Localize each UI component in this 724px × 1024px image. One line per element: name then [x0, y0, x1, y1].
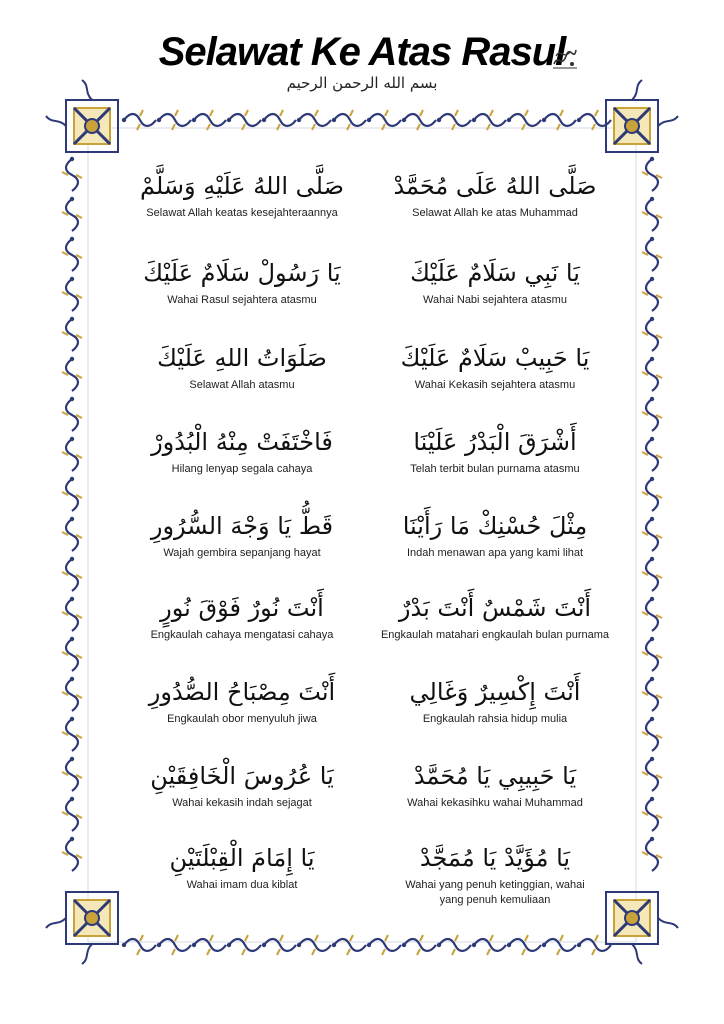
verse-left-6	[102, 590, 382, 643]
verse-right-1	[355, 168, 635, 221]
verse-right-2	[355, 255, 635, 308]
verse-left-8	[102, 758, 382, 811]
verse-left-4	[102, 424, 382, 477]
arabic-text: أَنْتَ شَمْسٌ أَنْتَ بَدْرٌ	[398, 594, 592, 622]
arabic-text: صَلَّى اللهُ عَلَى مُحَمَّدْ	[393, 172, 597, 200]
translation-text: Engkaulah obor menyuluh jiwa	[167, 713, 317, 725]
translation-text: Engkaulah cahaya mengatasi cahaya	[150, 629, 334, 641]
arabic-text: يَا حَبِيبِي يَا مُحَمَّدْ	[413, 762, 577, 790]
translation-text: Selawat Allah atasmu	[189, 379, 295, 391]
verse-left-9	[102, 840, 382, 893]
translation-text: Selawat Allah ke atas Muhammad	[412, 207, 578, 219]
translation-text: Wahai Kekasih sejahtera atasmu	[414, 379, 576, 391]
translation-text: Engkaulah matahari engkaulah bulan purnama	[380, 629, 610, 641]
arabic-text: أَنْتَ نُورٌ فَوْقَ نُورٍ	[160, 594, 324, 622]
basmalah: بسم الله الرحمن الرحيم	[286, 74, 438, 92]
arabic-text: يَا نَبِي سَلَامٌ عَلَيْكَ	[410, 259, 580, 287]
arabic-text: قَطُّ يَا وَجْهَ السُّرُورِ	[150, 512, 334, 540]
arabic-text: يَا حَبِيبْ سَلَامٌ عَلَيْكَ	[400, 344, 590, 372]
translation-text: Wahai yang penuh ketinggian, wahai yang penuh kemuliaan	[405, 879, 585, 906]
verse-right-9	[355, 840, 635, 908]
verse-right-8	[355, 758, 635, 811]
translation-text: Telah terbit bulan purnama atasmu	[410, 463, 580, 475]
arabic-text: يَا مُؤَيَّدْ يَا مُمَجَّدْ	[419, 844, 571, 872]
salawat-seal-icon	[550, 42, 580, 72]
translation-text: Wahai Nabi sejahtera atasmu	[423, 294, 567, 306]
verse-left-7	[102, 674, 382, 727]
translation-text: Engkaulah rahsia hidup mulia	[422, 713, 568, 725]
verse-right-6	[355, 590, 635, 643]
arabic-text: أَنْتَ مِصْبَاحُ الصُّدُورِ	[148, 678, 336, 706]
arabic-text: يَا رَسُولْ سَلَامٌ عَلَيْكَ	[143, 259, 341, 287]
verse-left-1	[102, 168, 382, 221]
verse-left-3	[102, 340, 382, 393]
translation-text: Selawat Allah keatas kesejahteraannya	[146, 207, 338, 219]
page-title: Selawat Ke Atas Rasul	[158, 30, 566, 74]
arabic-text: مِثْلَ حُسْنِكْ مَا رَأَيْنَا	[402, 512, 588, 540]
translation-text: Wahai imam dua kiblat	[186, 879, 298, 891]
arabic-text: أَنْتَ إِكْسِيرٌ وَغَالِي	[409, 678, 581, 706]
verse-right-7	[355, 674, 635, 727]
translation-text: Indah menawan apa yang kami lihat	[406, 547, 584, 559]
translation-text: Wahai kekasihku wahai Muhammad	[407, 797, 583, 809]
verse-right-4	[355, 424, 635, 477]
translation-text: Wahai Rasul sejahtera atasmu	[167, 294, 317, 306]
arabic-text: فَاخْتَفَتْ مِنْهُ الْبُدُورْ	[151, 428, 333, 456]
arabic-text: صَلَوَاتُ اللهِ عَلَيْكَ	[157, 344, 327, 372]
verse-right-5	[355, 508, 635, 561]
verse-right-3	[355, 340, 635, 393]
arabic-text: صَلَّى اللهُ عَلَيْهِ وَسَلَّمْ	[140, 172, 344, 200]
arabic-text: يَا عُرُوسَ الْخَافِقَيْنِ	[150, 762, 334, 790]
translation-text: Hilang lenyap segala cahaya	[171, 463, 313, 475]
verse-left-5	[102, 508, 382, 561]
verse-left-2	[102, 255, 382, 308]
translation-text: Wajah gembira sepanjang hayat	[163, 547, 321, 559]
translation-text: Wahai kekasih indah sejagat	[172, 797, 312, 809]
arabic-text: أَشْرَقَ الْبَدْرُ عَلَيْنَا	[413, 428, 577, 456]
arabic-text: يَا إِمَامَ الْقِبْلَتَيْنِ	[169, 844, 315, 872]
